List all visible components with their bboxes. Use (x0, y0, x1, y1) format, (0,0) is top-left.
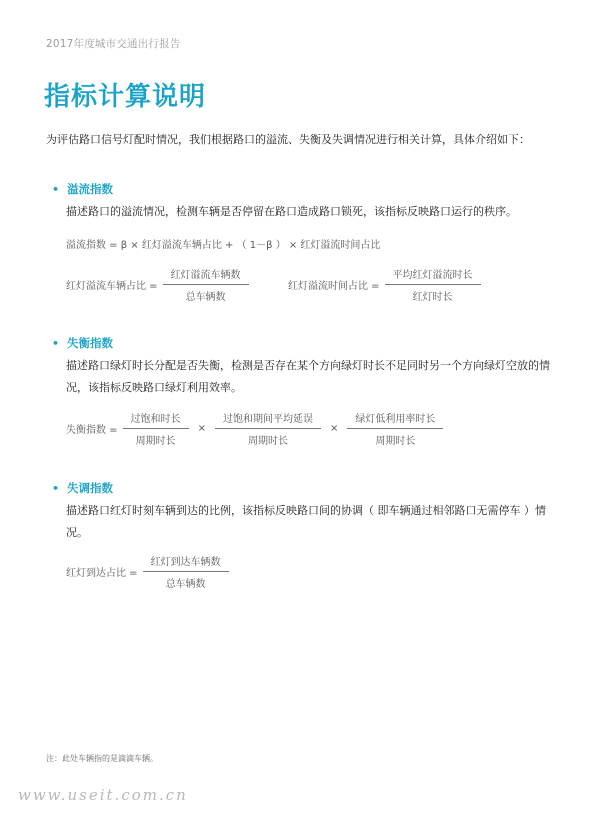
imbalance-index-formula (66, 410, 448, 447)
watermark: www.useit.com.cn (18, 786, 188, 804)
running-header: 2017年度城市交通出行报告 (46, 38, 181, 50)
fraction-numerator: 绿灯低利用率时长 (347, 410, 443, 429)
fraction-denominator: 红灯时长 (412, 292, 453, 303)
fraction-numerator: 过饱和时长 (123, 410, 189, 429)
section-imbalance-title (52, 335, 113, 351)
section-coordination-description: 描述路口红灯时刻车辆到达的比例，该指标反映路口间的协调（ 即车辆通过相邻路口无需停车 ）情况。 (66, 504, 546, 539)
fraction-numerator: 红灯到达车辆数 (143, 553, 229, 572)
formula-lhs: 红灯到达占比 = (66, 568, 138, 579)
fraction (123, 410, 189, 447)
bullet-icon: • (52, 482, 60, 495)
section-overflow-title (52, 181, 113, 197)
fraction-denominator: 总车辆数 (185, 292, 226, 303)
formula-lhs: 失衡指数 = (66, 425, 118, 436)
overflow-index-formula: 溢流指数 = β × 红灯溢流车辆占比 + （ 1－β ） × 红灯溢流时间占比 (66, 240, 381, 251)
bullet-icon: • (52, 183, 60, 196)
section-title-text: 失衡指数 (67, 336, 114, 350)
footnote: 注：此处车辆指的是滴滴车辆。 (46, 754, 158, 763)
fraction (385, 266, 481, 303)
fraction-numerator: 红灯溢流车辆数 (163, 266, 249, 285)
formula-lhs: 红灯溢流时间占比 = (288, 281, 380, 292)
multiply-operator: × (197, 423, 206, 434)
section-imbalance-description: 描述路口绿灯时长分配是否失衡，检测是否存在某个方向绿灯时长不足同时另一个方向绿灯空放的情况，该指标反映路口绿灯利用效率。 (66, 359, 550, 394)
red-arrival-ratio-formula (66, 553, 234, 590)
red-overflow-time-ratio-formula (288, 266, 486, 303)
formula-lhs: 红灯溢流车辆占比 = (66, 281, 158, 292)
multiply-operator: × (329, 423, 339, 434)
fraction-denominator: 总车辆数 (165, 579, 206, 590)
fraction (143, 553, 229, 590)
page-title: 指标计算说明 (44, 82, 207, 112)
fraction-numerator: 过饱和期间平均延误 (215, 410, 321, 429)
section-coordination-title (52, 480, 113, 496)
red-overflow-vehicle-ratio-formula (66, 266, 254, 303)
section-title-text: 溢流指数 (67, 182, 114, 196)
section-overflow-description: 描述路口的溢流情况，检测车辆是否停留在路口造成路口锁死，该指标反映路口运行的秩序。 (66, 205, 517, 218)
fraction-denominator: 周期时长 (135, 436, 176, 447)
fraction-numerator: 平均红灯溢流时长 (385, 266, 481, 285)
fraction-denominator: 周期时长 (375, 436, 416, 447)
intro-paragraph: 为评估路口信号灯配时情况，我们根据路口的溢流、失衡及失调情况进行相关计算，具体介绍如下： (46, 133, 530, 146)
fraction (215, 410, 321, 447)
fraction-denominator: 周期时长 (247, 436, 288, 447)
section-title-text: 失调指数 (67, 481, 114, 495)
bullet-icon: • (52, 337, 60, 350)
fraction (347, 410, 443, 447)
fraction (163, 266, 249, 303)
